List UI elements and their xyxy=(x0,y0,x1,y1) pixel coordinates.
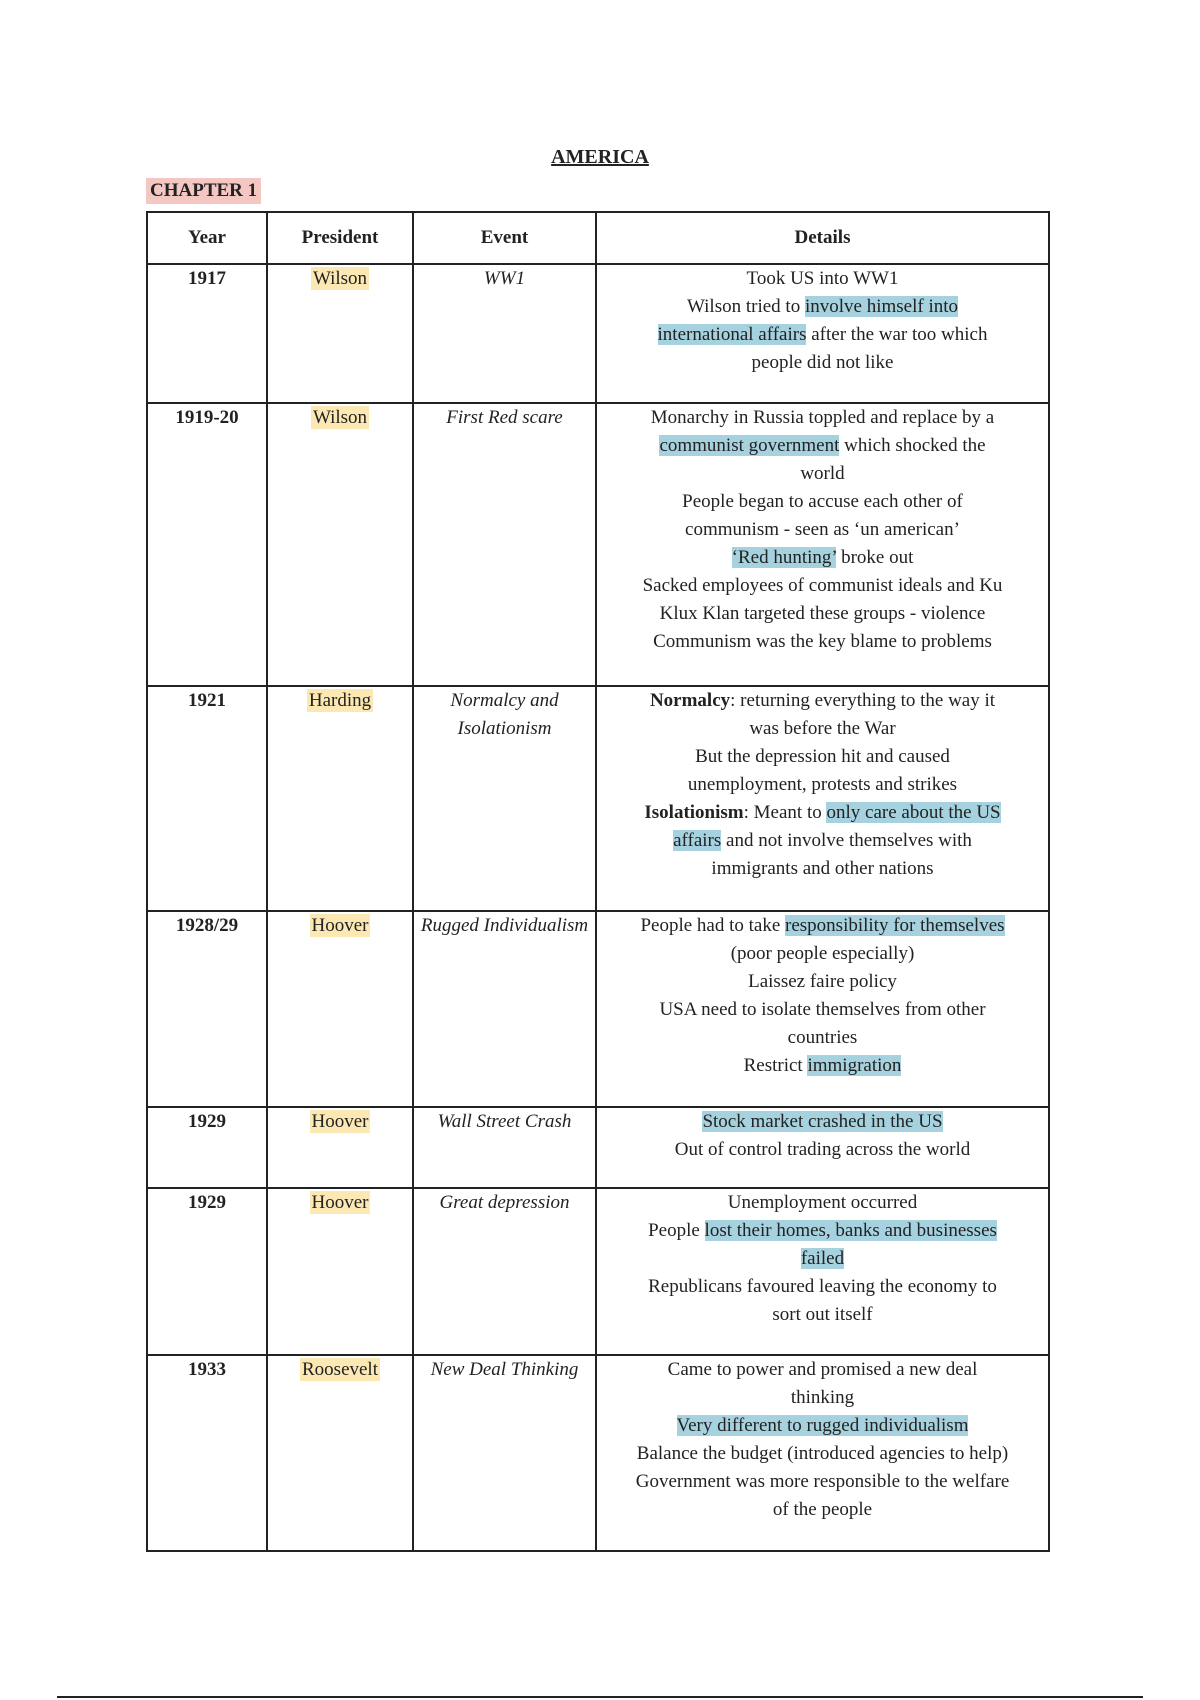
details-line xyxy=(603,912,1042,940)
details-text: world xyxy=(800,463,845,484)
highlighted-text: immigration xyxy=(807,1055,902,1076)
president-cell xyxy=(267,911,413,1107)
event-cell: Wall Street Crash xyxy=(413,1107,596,1188)
bold-term: Normalcy xyxy=(649,690,731,711)
details-text: and not involve themselves with xyxy=(721,830,972,851)
timeline-table xyxy=(146,211,1050,1552)
details-line xyxy=(603,1468,1042,1496)
details-line xyxy=(603,940,1042,968)
details-text: Klux Klan targeted these groups - violence xyxy=(659,603,986,624)
details-text: Out of control trading across the world xyxy=(674,1139,971,1160)
details-line xyxy=(603,1024,1042,1052)
details-line xyxy=(603,687,1042,715)
details-text: But the depression hit and caused xyxy=(695,746,950,767)
president-name: Hoover xyxy=(311,1192,369,1213)
table-row xyxy=(147,911,1049,1107)
highlighted-text: Stock market crashed in the US xyxy=(702,1111,943,1132)
details-text: Took US into WW1 xyxy=(746,268,899,289)
details-line xyxy=(603,1384,1042,1412)
year-cell: 1919-20 xyxy=(147,403,267,686)
details-text: : returning everything to the way it xyxy=(730,690,996,711)
bold-term: Isolationism xyxy=(644,802,744,823)
year-cell: 1929 xyxy=(147,1107,267,1188)
details-text: Balance the budget (introduced agencies to help) xyxy=(636,1443,1009,1464)
details-line xyxy=(603,799,1042,827)
details-line xyxy=(603,544,1042,572)
details-text: Restrict xyxy=(743,1055,808,1076)
footer-divider xyxy=(57,1696,1143,1698)
details-text: communism - seen as ‘un american’ xyxy=(685,519,960,540)
details-cell xyxy=(596,911,1049,1107)
highlighted-text: communist government xyxy=(659,435,840,456)
highlighted-text: failed xyxy=(800,1248,845,1269)
details-text: Sacked employees of communist ideals and Ku xyxy=(642,575,1003,596)
event-cell: New Deal Thinking xyxy=(413,1355,596,1551)
chapter-label: CHAPTER 1 xyxy=(146,178,261,204)
highlighted-text: Very different to rugged individualism xyxy=(676,1415,969,1436)
president-cell xyxy=(267,1355,413,1551)
details-text: (poor people especially) xyxy=(730,943,915,964)
highlighted-text: only care about the US xyxy=(826,802,1001,823)
event-cell: First Red scare xyxy=(413,403,596,686)
details-text: : Meant to xyxy=(743,802,827,823)
details-text: Monarchy in Russia toppled and replace by a xyxy=(650,407,995,428)
details-line xyxy=(603,1108,1042,1136)
table-row xyxy=(147,403,1049,686)
details-text: broke out xyxy=(836,547,914,568)
details-text: was before the War xyxy=(749,718,896,739)
details-line xyxy=(603,715,1042,743)
event-cell: WW1 xyxy=(413,264,596,403)
president-cell xyxy=(267,264,413,403)
event-cell: Normalcy and Isolationism xyxy=(413,686,596,911)
details-line xyxy=(603,349,1042,377)
details-text: People xyxy=(648,1220,705,1241)
president-name: Hoover xyxy=(311,1111,369,1132)
details-text: Communism was the key blame to problems xyxy=(653,631,992,652)
details-cell xyxy=(596,403,1049,686)
details-line xyxy=(603,404,1042,432)
details-line xyxy=(603,432,1042,460)
year-cell: 1921 xyxy=(147,686,267,911)
details-line xyxy=(603,600,1042,628)
details-line xyxy=(603,1136,1042,1164)
president-name: Hoover xyxy=(311,915,369,936)
details-line xyxy=(603,321,1042,349)
year-cell: 1917 xyxy=(147,264,267,403)
president-cell xyxy=(267,686,413,911)
president-name: Wilson xyxy=(312,407,368,428)
year-cell: 1928/29 xyxy=(147,911,267,1107)
details-text: of the people xyxy=(772,1499,873,1520)
highlighted-text: affairs xyxy=(673,830,722,851)
header-row xyxy=(147,212,1049,264)
details-line xyxy=(603,1496,1042,1524)
president-cell xyxy=(267,1107,413,1188)
details-text: People began to accuse each other of xyxy=(682,491,963,512)
highlighted-text: lost their homes, banks and businesses xyxy=(704,1220,997,1241)
details-text: People had to take xyxy=(640,915,786,936)
table-row xyxy=(147,1355,1049,1551)
year-cell: 1929 xyxy=(147,1188,267,1355)
table-row xyxy=(147,264,1049,403)
header-event: Event xyxy=(413,212,596,264)
details-line xyxy=(603,855,1042,883)
details-cell xyxy=(596,1355,1049,1551)
details-text: Republicans favoured leaving the economy to xyxy=(648,1276,997,1297)
details-line xyxy=(603,1273,1042,1301)
president-name: Roosevelt xyxy=(302,1359,378,1380)
details-line xyxy=(603,293,1042,321)
details-text: people did not like xyxy=(751,352,894,373)
event-cell: Great depression xyxy=(413,1188,596,1355)
details-text: immigrants and other nations xyxy=(711,858,934,879)
details-text: thinking xyxy=(790,1387,855,1408)
details-line xyxy=(603,460,1042,488)
details-line xyxy=(603,996,1042,1024)
details-line xyxy=(603,1052,1042,1080)
table-row xyxy=(147,1188,1049,1355)
highlighted-text: international affairs xyxy=(657,324,807,345)
president-cell xyxy=(267,403,413,686)
header-details: Details xyxy=(596,212,1049,264)
details-text: sort out itself xyxy=(772,1304,873,1325)
details-line xyxy=(603,1440,1042,1468)
highlighted-text: ‘Red hunting’ xyxy=(731,547,837,568)
details-line xyxy=(603,1245,1042,1273)
details-line xyxy=(603,488,1042,516)
details-text: USA need to isolate themselves from other xyxy=(659,999,986,1020)
details-cell xyxy=(596,686,1049,911)
president-name: Wilson xyxy=(312,268,368,289)
president-cell xyxy=(267,1188,413,1355)
details-line xyxy=(603,968,1042,996)
highlighted-text: responsibility for themselves xyxy=(785,915,1005,936)
details-line xyxy=(603,516,1042,544)
details-text: Laissez faire policy xyxy=(748,971,897,992)
details-text: after the war too which xyxy=(806,324,988,345)
details-line xyxy=(603,1301,1042,1329)
details-line xyxy=(603,572,1042,600)
details-text: Government was more responsible to the welfare xyxy=(635,1471,1010,1492)
details-line xyxy=(603,743,1042,771)
details-line xyxy=(603,265,1042,293)
page-title: AMERICA xyxy=(551,146,649,168)
table-row xyxy=(147,686,1049,911)
header-president: President xyxy=(267,212,413,264)
details-line xyxy=(603,1189,1042,1217)
details-text: countries xyxy=(787,1027,858,1048)
table-row xyxy=(147,1107,1049,1188)
highlighted-text: involve himself into xyxy=(804,296,959,317)
details-cell xyxy=(596,264,1049,403)
details-line xyxy=(603,1412,1042,1440)
details-text: Wilson tried to xyxy=(686,296,805,317)
details-text: unemployment, protests and strikes xyxy=(687,774,958,795)
president-name: Harding xyxy=(308,690,372,711)
details-cell xyxy=(596,1107,1049,1188)
event-cell: Rugged Individualism xyxy=(413,911,596,1107)
details-line xyxy=(603,1217,1042,1245)
year-cell: 1933 xyxy=(147,1355,267,1551)
details-line xyxy=(603,827,1042,855)
details-line xyxy=(603,628,1042,656)
details-line xyxy=(603,1356,1042,1384)
details-line xyxy=(603,771,1042,799)
details-cell xyxy=(596,1188,1049,1355)
details-text: Unemployment occurred xyxy=(727,1192,918,1213)
header-year: Year xyxy=(147,212,267,264)
details-text: which shocked the xyxy=(839,435,986,456)
details-text: Came to power and promised a new deal xyxy=(667,1359,978,1380)
